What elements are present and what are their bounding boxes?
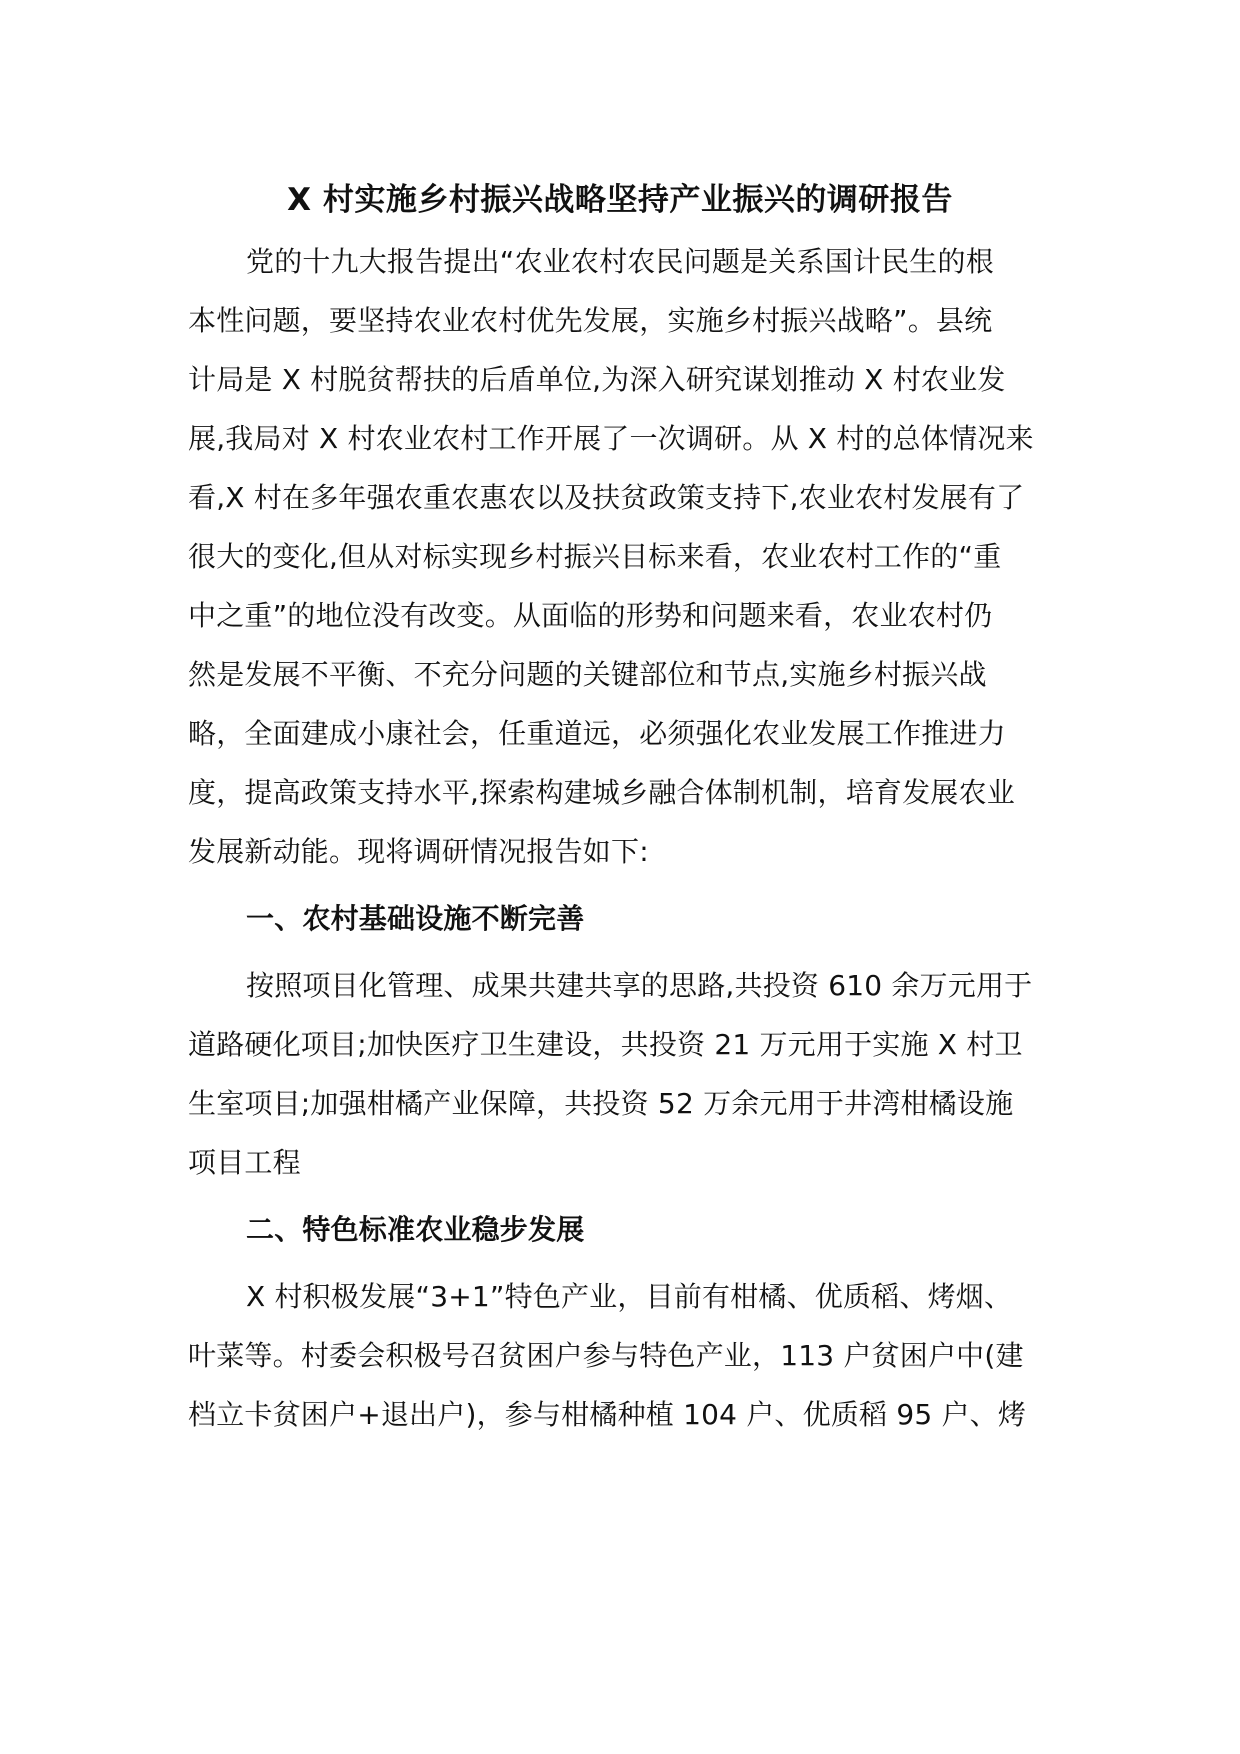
- document-title: X 村实施乡村振兴战略坚持产业振兴的调研报告: [287, 182, 953, 218]
- paragraph-line: 很大的变化,但从对标实现乡村振兴目标来看，农业农村工作的“重: [188, 540, 1002, 573]
- paragraph-line: 本性问题，要坚持农业农村优先发展，实施乡村振兴战略”。县统: [188, 304, 993, 337]
- paragraph-line: X 村积极发展“3+1”特色产业，目前有柑橘、优质稻、烤烟、: [246, 1280, 1013, 1313]
- paragraph-line: 项目工程: [188, 1146, 301, 1179]
- paragraph-line: 生室项目;加强柑橘产业保障，共投资 52 万余元用于井湾柑橘设施: [188, 1087, 1014, 1120]
- paragraph-line: 计局是 X 村脱贫帮扶的后盾单位,为深入研究谋划推动 X 村农业发: [188, 363, 1006, 396]
- paragraph-line: 党的十九大报告提出“农业农村农民问题是关系国计民生的根: [246, 245, 994, 278]
- paragraph-line: 档立卡贫困户+退出户)，参与柑橘种植 104 户、优质稻 95 户、烤: [188, 1398, 1027, 1431]
- paragraph-line: 发展新动能。现将调研情况报告如下:: [188, 835, 649, 868]
- paragraph-line: 展,我局对 X 村农业农村工作开展了一次调研。从 X 村的总体情况来: [188, 422, 1034, 455]
- paragraph-line: 叶菜等。村委会积极号召贫困户参与特色产业，113 户贫困户中(建: [188, 1339, 1024, 1372]
- paragraph-line: 度，提高政策支持水平,探索构建城乡融合体制机制，培育发展农业: [188, 776, 1015, 809]
- paragraph-line: 按照项目化管理、成果共建共享的思路,共投资 610 余万元用于: [246, 969, 1033, 1002]
- paragraph-line: 然是发展不平衡、不充分问题的关键部位和节点,实施乡村振兴战: [188, 658, 987, 691]
- paragraph-line: 略，全面建成小康社会，任重道远，必须强化农业发展工作推进力: [188, 717, 1006, 750]
- section-heading: 一、农村基础设施不断完善: [246, 902, 585, 935]
- paragraph-line: 中之重”的地位没有改变。从面临的形势和问题来看，农业农村仍: [188, 599, 993, 632]
- paragraph-line: 看,X 村在多年强农重农惠农以及扶贫政策支持下,农业农村发展有了: [188, 481, 1025, 514]
- section-heading: 二、特色标准农业稳步发展: [246, 1213, 585, 1246]
- paragraph-line: 道路硬化项目;加快医疗卫生建设，共投资 21 万元用于实施 X 村卫: [188, 1028, 1023, 1061]
